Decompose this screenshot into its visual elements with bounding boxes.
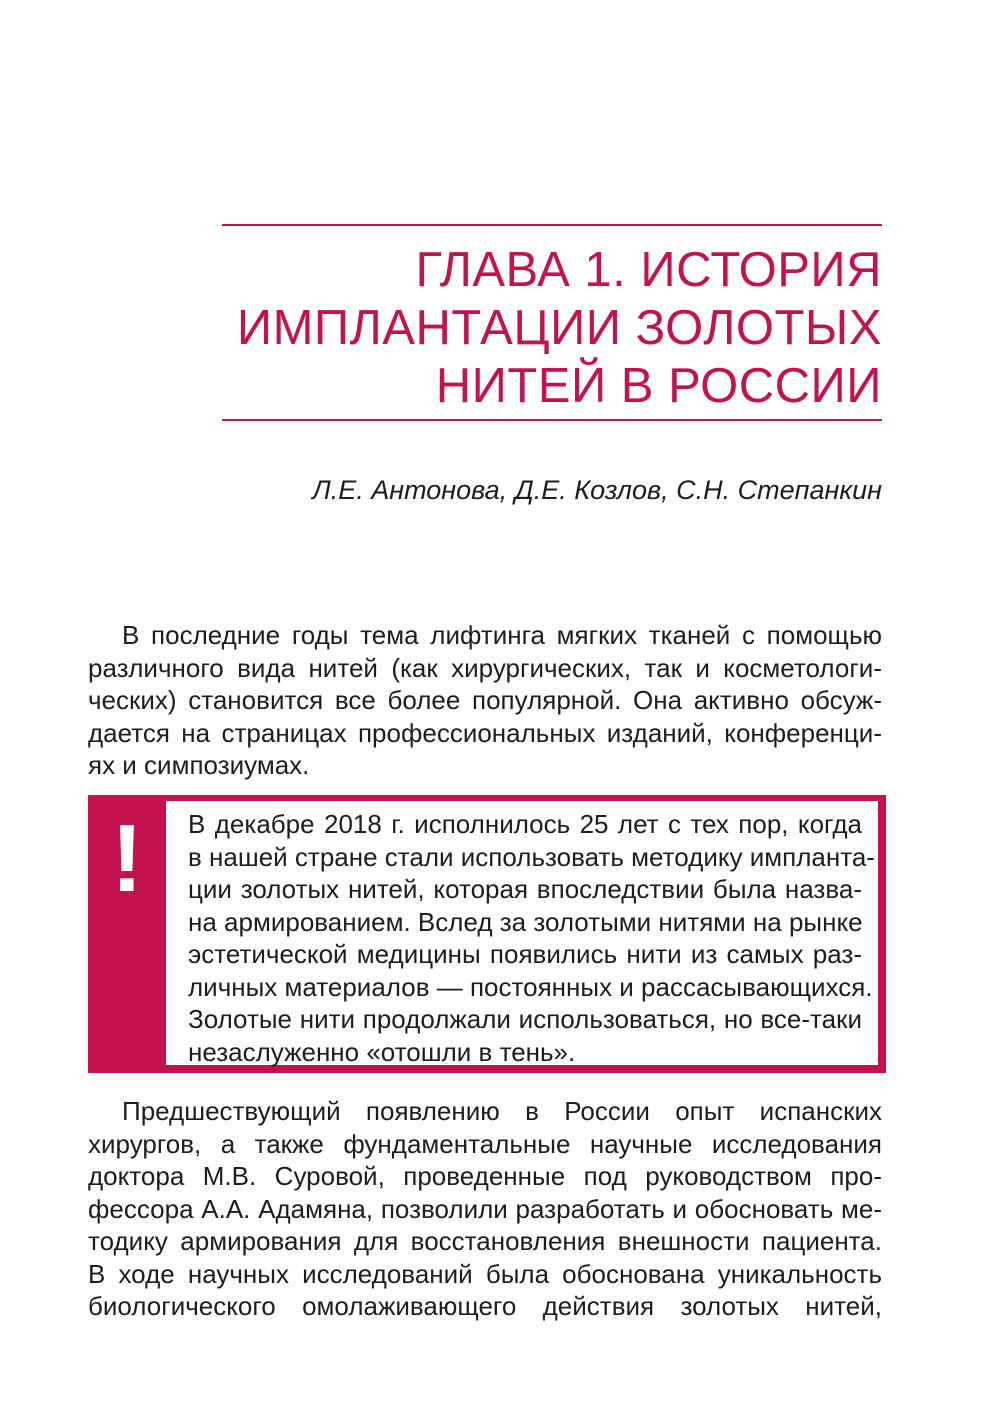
title-bottom-rule bbox=[222, 419, 882, 421]
paragraph-line: ческих) становится все более популярной. Она активно обсуж- bbox=[88, 685, 882, 715]
callout-line: ции золотых нитей, которая впоследствии была назва- bbox=[188, 874, 862, 904]
callout-body bbox=[166, 801, 878, 1065]
chapter-title-line: НИТЕЙ В РОССИИ bbox=[435, 359, 882, 413]
paragraph-line: доктора М.В. Суровой, проведенные под руководством про- bbox=[88, 1161, 882, 1191]
paragraph-line: Предшествующий появлению в России опыт испанских bbox=[122, 1096, 882, 1126]
chapter-title bbox=[182, 241, 882, 415]
paragraph-line: фессора А.А. Адамяна, позволили разработать и обосновать ме- bbox=[88, 1193, 882, 1224]
body-paragraph bbox=[88, 1095, 882, 1323]
callout-line: незаслуженно «отошли в тень». bbox=[188, 1036, 576, 1067]
chapter-authors: Л.Е. Антонова, Д.Е. Козлов, С.Н. Степанкин bbox=[312, 475, 882, 505]
intro-paragraph bbox=[88, 619, 882, 782]
callout-line: на армированием. Вслед за золотыми нитями на рынке bbox=[188, 906, 863, 937]
callout-line: в нашей стране стали использовать методику импланта- bbox=[188, 841, 875, 872]
paragraph-line: биологического омолаживающего действия золотых нитей, bbox=[88, 1291, 882, 1321]
paragraph-line: хирургов, а также фундаментальные научные исследования bbox=[88, 1128, 882, 1159]
title-top-rule bbox=[222, 224, 882, 226]
paragraph-line: ях и симпозиумах. bbox=[88, 750, 310, 780]
chapter-title-line: ИМПЛАНТАЦИИ ЗОЛОТЫХ bbox=[236, 301, 882, 355]
paragraph-line: В ходе научных исследований была обоснована уникальность bbox=[88, 1258, 882, 1289]
callout-line: личных материалов — постоянных и рассасывающихся. bbox=[188, 971, 873, 1002]
callout-box bbox=[88, 795, 886, 1073]
callout-line: эстетической медицины появились нити из самых раз- bbox=[188, 939, 862, 969]
paragraph-line: дается на страницах профессиональных изданий, конференци- bbox=[88, 717, 882, 748]
callout-text bbox=[188, 808, 875, 1068]
callout-line: В декабре 2018 г. исполнилось 25 лет с тех пор, когда bbox=[188, 809, 862, 839]
paragraph-line: тодику армирования для восстановления внешности пациента. bbox=[88, 1226, 882, 1256]
paragraph-line: В последние годы тема лифтинга мягких тканей с помощью bbox=[122, 620, 882, 650]
exclamation-icon: ! bbox=[111, 805, 143, 912]
chapter-title-line: ГЛАВА 1. ИСТОРИЯ bbox=[415, 243, 882, 297]
paragraph-line: различного вида нитей (как хирургических, так и косметологи- bbox=[88, 652, 882, 683]
callout-line: Золотые нити продолжали использоваться, но все-таки bbox=[188, 1004, 862, 1034]
